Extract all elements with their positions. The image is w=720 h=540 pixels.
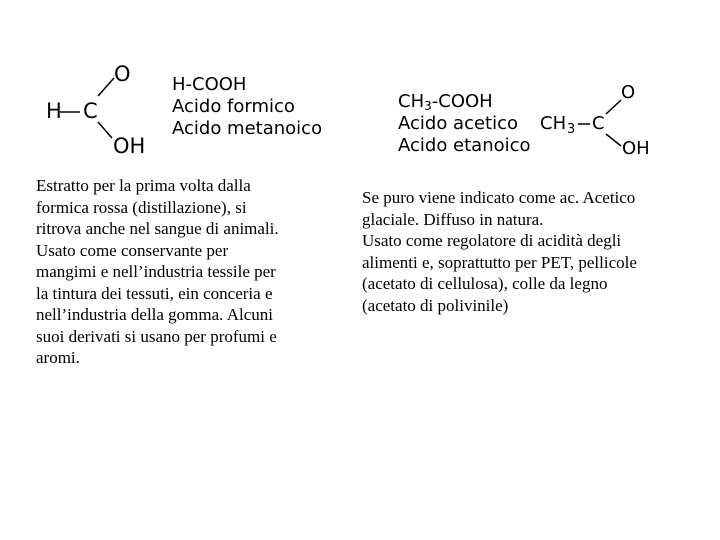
text-line: suoi derivati si usano per profumi e [36, 326, 277, 346]
text-line: aromi. [36, 348, 80, 367]
atom-o: O [114, 62, 131, 86]
text-line: alimenti e, soprattutto per PET, pellicole [362, 252, 637, 272]
formic-formula: H-COOH [172, 74, 247, 95]
formic-acid-description [36, 175, 279, 369]
c-oh-bond [606, 134, 621, 146]
text-line: mangimi e nell’industria tessile per [36, 262, 276, 281]
formic-common-name: Acido formico [172, 96, 295, 117]
atom-ch: CH [540, 113, 567, 134]
text-line: nell’industria della gomma. Alcuni [36, 305, 274, 324]
text-line: (acetato di polivinile) [362, 295, 509, 315]
c-oh-bond [98, 122, 112, 138]
formic-iupac-name: Acido metanoico [172, 118, 323, 139]
atom-oh: OH [113, 134, 146, 158]
text-line: Usato come conservante per [36, 240, 229, 260]
text-line: ritrova anche nel sangue di animali. [36, 219, 279, 238]
acetic-iupac-name: Acido etanoico [398, 135, 531, 156]
text-line: formica rossa (distillazione), si [36, 197, 247, 217]
c-o-double-bond [98, 78, 114, 96]
atom-oh: OH [622, 138, 650, 159]
text-line: glaciale. Diffuso in natura. [362, 209, 544, 229]
atom-o: O [621, 82, 636, 103]
acetic-acid-names [398, 91, 531, 157]
formula-subscript: 3 [424, 99, 432, 113]
atom-c: C [83, 99, 98, 123]
atom-ch-subscript: 3 [567, 122, 576, 137]
acetic-acid-description [362, 187, 637, 316]
text-line: Se puro viene indicato come ac. Acetico [362, 188, 636, 207]
acetic-acid-structure [538, 80, 658, 165]
acetic-formula [398, 91, 531, 113]
atom-c: C [592, 113, 605, 134]
formic-acid-structure [40, 60, 160, 160]
text-line: Estratto per la prima volta dalla [36, 176, 251, 195]
c-o-double-bond [606, 100, 621, 114]
formula-ch: CH [398, 91, 425, 112]
formic-acid-names [172, 74, 322, 140]
text-line: la tintura dei tessuti, ein conceria e [36, 283, 273, 303]
acetic-common-name: Acido acetico [398, 113, 519, 134]
text-line: Usato come regolatore di acidità degli [362, 231, 622, 250]
atom-h: H [46, 99, 62, 123]
formula-cooh: -COOH [431, 91, 493, 112]
text-line: (acetato di cellulosa), colle da legno [362, 274, 608, 293]
